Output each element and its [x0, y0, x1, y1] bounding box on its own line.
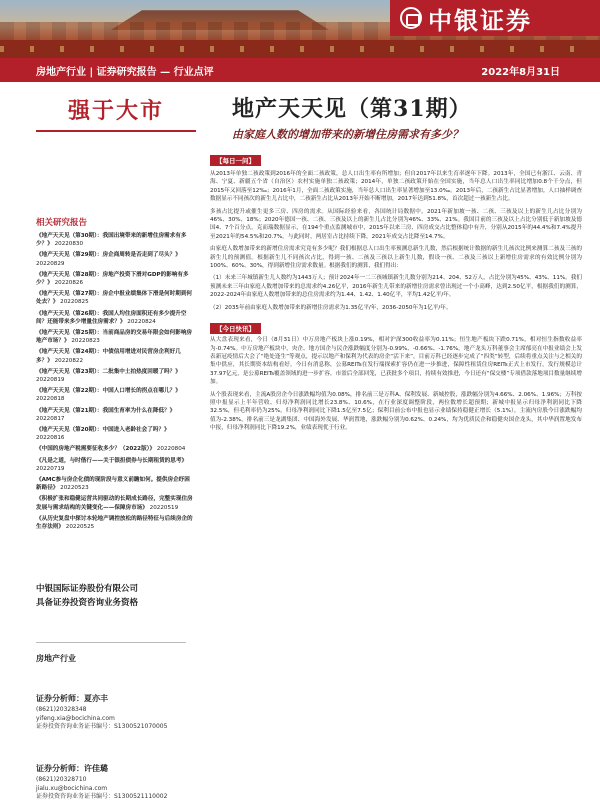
analyst-email[interactable]: jialu.xu@bocichina.com: [36, 784, 108, 792]
report-category-bar: [0, 58, 600, 82]
related-report-item[interactable]: [36, 407, 194, 423]
related-report-item[interactable]: [36, 310, 194, 326]
report-subtitle: 由家庭人数的增加带来的新增住房需求有多少？: [232, 128, 463, 141]
related-report-item[interactable]: [36, 329, 194, 345]
rating-label: 强于大市: [67, 98, 164, 124]
bank-logo-icon: [400, 7, 422, 29]
related-report-title: 《地产天天见（第22期）：中国人口增长的拐点在哪儿？》: [36, 388, 181, 395]
brand-name: 中银证券: [428, 5, 532, 35]
related-report-date: 20220719: [36, 465, 65, 472]
body-paragraph: 由家庭人数增加带来的新增住房需求究竟有多少呢？我们根据总人口出生率预测总新生儿数，然后根据统计数据的新生儿孩次比例来测算二孩及三孩的新生儿的预测值。根据新生儿不同孩次占比，得到一孩、二孩及三孩以上新生儿数，假设一孩、二孩及三孩以上新增住房需求的有效比例分别为100%、60%、30%，得到新增住房需求数量。根据我们的测算，我们得出：: [210, 246, 582, 270]
report-category: 房地产行业 | 证券研究报告 — 行业点评: [36, 66, 214, 78]
related-report-title: 《地产天天见（第28期）：房地产投资下滑对GDP的影响有多少？》: [36, 271, 189, 287]
analyst-phone: (8621)20328348: [36, 706, 87, 713]
related-report-item[interactable]: [36, 445, 194, 453]
related-report-item[interactable]: [36, 271, 194, 287]
body-paragraph: 多孩占比提升或催生更多三房、四房的需求。从国际经验来看，各国统计局数据中，2021年新加坡一孩、二孩、三孩及以上的新生儿占比分别为46%、30%、18%；2020年德国一孩、二孩、三孩及以上的新生儿占比分别为46%、33%、21%。我国目前的三孩及以上占比分别低于新加坡及德国4、7个百分点。克而瑞数据显示，在194个重点监测城市中，2015年以来三房、四房成交占比整体稳中有升，分别从2015年的44.4%和7.4%提升至2021年的54.5%和20.7%。与此同时，两居室占比持续下降，2021年成交占比降至14.7%。: [210, 208, 582, 240]
related-report-date: 20220826: [52, 280, 84, 287]
related-report-title: 《地产天天见（第24期）：中债信用增进对民营房企利好几多？》: [36, 349, 181, 364]
related-report-title: 《地产天天见（第30期）：我国出境带来的新增住房需求有多少？》: [36, 233, 187, 248]
related-report-date: 20220825: [58, 299, 89, 306]
related-report-date: 20220519: [147, 504, 179, 511]
company-qualification: 具备证券投资咨询业务资格: [36, 598, 139, 608]
related-report-title: 《地产天天见（第29期）：房企商周转是否走到了尽头？》: [36, 252, 181, 259]
related-report-date: 20220823: [69, 338, 100, 345]
wall-lights-graphic: [0, 46, 600, 52]
related-report-title: 《地产天天见（第26期）：我国人均住房面积还有多少提升空间？还能带来多少增量住房需求？》: [36, 310, 187, 325]
brand-logo: [390, 0, 600, 36]
company-name: 中银国际证券股份有限公司: [36, 584, 139, 594]
left-sidebar: [0, 82, 200, 800]
related-report-date: 20220525: [63, 524, 95, 531]
analyst-cert: 证券投资咨询业务证书编号：S1300521110002: [36, 793, 168, 800]
related-report-item[interactable]: [36, 495, 194, 511]
section-heading-daily-news: 【今日快讯】: [210, 323, 261, 334]
header-banner: [0, 0, 600, 58]
rating-box: [36, 94, 196, 132]
related-report-item[interactable]: [36, 426, 194, 442]
analyst-email[interactable]: yifeng.xia@bocichina.com: [36, 714, 115, 722]
related-report-date: 20220824: [125, 318, 156, 325]
analyst-name: 证券分析师：许佳璐: [36, 764, 108, 773]
related-report-date: 20220822: [52, 357, 84, 364]
related-report-title: 《中国的房地产税需要征收多少？（2022版）》: [36, 446, 156, 453]
related-report-title: 《地产天天见（第27期）：房企中报业绩集体下滑是何时期到何处去？》: [36, 291, 193, 306]
related-report-title: 《凡是之道，与时偕行——关于银担债券与长期租赁的思考》: [36, 457, 188, 464]
related-report-date: 20220816: [36, 435, 65, 442]
report-date: 2022年8月31日: [481, 66, 560, 78]
related-report-date: 20220829: [36, 260, 65, 267]
related-report-title: 《AMC参与房企化债的现阶段与意义前瞻如何。提供房企纾困新路径》: [36, 477, 190, 492]
related-reports-title: 相关研究报告: [36, 218, 88, 228]
related-report-item[interactable]: [36, 457, 194, 473]
related-report-item[interactable]: [36, 476, 194, 492]
related-report-date: 20220830: [52, 241, 84, 248]
analyst-cert: 证券投资咨询业务证书编号：S1300521070005: [36, 723, 168, 730]
section-heading-daily-question: 【每日一问】: [210, 155, 261, 166]
related-report-title: 《积极扩张和稳健运营共同驱动的长期成长路径，完整实现住房发展与需求结构的关键变化——保障房市场》: [36, 496, 193, 511]
related-report-date: 20220817: [36, 415, 65, 422]
analyst-name: 证券分析师：夏亦丰: [36, 694, 108, 703]
sector-label: 房地产行业: [36, 642, 186, 664]
related-report-item[interactable]: [36, 290, 194, 306]
related-report-item[interactable]: [36, 515, 194, 531]
report-body: [210, 148, 582, 437]
related-report-date: 20220819: [36, 377, 65, 384]
body-paragraph: 从2013年单独二孩政策到2016年的全面二孩政策，总人口出生率有所增加；但自2017年以来生育率逐年下降。2013年，全国已有浙江、云南、青海、宁夏、新疆五个省（自治区）农村实施单独二孩政策；2014年，单独二孩政策开始在全国实施，当年总人口出生率同比增加0.8个千分点，但2015年又回落至12‰；2016年1月，全面二孩政策实施，当年总人口出生率显著增加至13.0‰。2013年后，二孩新生占比显著增加。人口抽样调查数据显示不同孩次的新生儿占比中，二孩新生占比从2013年开始不断增加，2017年达到51.8%，首次超过一孩新生占比。: [210, 171, 582, 203]
related-report-date: 20220804: [155, 446, 186, 453]
analyst-card: [36, 762, 196, 802]
related-report-title: 《地产天天见（第20期）：中国进入老龄社会了吗？》: [36, 427, 170, 434]
company-info: [36, 582, 196, 610]
analyst-card: [36, 692, 196, 732]
related-report-date: 20220523: [58, 485, 89, 492]
body-paragraph: 从大盘表现来看，今日（8月31日）中万房地产板块上涨0.19%，相对沪深300收益率为0.11%；恒生地产板块下跌0.71%，相对恒生指数收益率为-0.74%。中万房地产板块中，央企、地方国企与民企涨跌幅度分别为-0.99%、-0.66%、-1.76%。地产龙头万科董事会主席郁亮在中报业绩会上发表新冠疫情后大会了“绝处逢生”等观点，提示以地产和保利为代表的房企“活下来”，目前万科已经逐步完成了“四类”转型，后续将重点关注与之相关的集中供应，其长期资本结构看好。今日有消息称，公募REITs在发行端探索扩容仍在进一步推进，保障性租赁住房REITs正式上市发行，发行规模总计37.97亿元，是公募REITs覆盖领域的进一步扩容，市盈后全部回笼，已获批多个项目，持续有效推进，今日还有“保交楼”专项借款落地项目数量继续增加。: [210, 337, 582, 386]
related-reports-list: [36, 232, 194, 534]
finding-paragraph: （2）2035年前由家庭人数增加带来的新增住房需求为1.35亿平/年，2036-2050年为1亿平/年。: [210, 304, 452, 311]
related-report-title: 《地产天天见（第21期）：我国生育率为什么在降低？》: [36, 407, 176, 414]
related-report-title: 《地产天天见（第25期）：当前商品房的交易年限会如何影响房地产市场？》: [36, 330, 193, 345]
related-report-title: 《地产天天见（第23期）：二批集中土拍热度回暖了吗？》: [36, 368, 181, 375]
analyst-phone: (8621)20328710: [36, 776, 87, 783]
report-title: 地产天天见（第31期）: [232, 96, 472, 122]
related-report-item[interactable]: [36, 251, 194, 267]
related-report-title: 《从历史复盘中探讨本轮地产调控放松的路径特征与后续房企的生存法则》: [36, 515, 193, 531]
related-report-item[interactable]: [36, 368, 194, 384]
related-report-item[interactable]: [36, 387, 194, 403]
related-report-date: 20220818: [36, 396, 65, 403]
body-paragraph: 从个股表现来看，主流A股房企今日涨跌幅均值为0.08%，排名前三是万科A、保利发展、新城控股，涨跌幅分别为4.66%、2.06%、1.96%；万科按照中报显示上半年营收、归母净利润同比增长23.8%、10.6%，在行业深度调整阶段，两位数增长超预期；新城中报显示归母净利润同比下降32.5%，但毛利率仍为25%，归母净利润同比下降1.5亿至7.5亿；保利目前公布中报也显示业绩保持稳健正增长（5.1%），主流内房股今日涨跌幅均值为-2.38%，排名前三是龙湖集团、中国海外发展、华润置地，涨跌幅分别为0.62%、0.24%，均为优质民企和稳健央国企龙头，其中华润置地发布中报，归母净利润同比下降19.2%，业绩表现优于行业。: [210, 391, 582, 432]
related-report-item[interactable]: [36, 348, 194, 364]
finding-paragraph: （1）未来三年城镇新生儿人数约为1443万人；预计2024年一二三孩城镇新生儿数分别为214、204、52万人，占比分别为45%、43%、11%。我们预测未来三年由家庭人数增加带来的总需求约4.26亿平，2016年新生儿带来的新增住房需求曾出现过一个小高峰，达到2.50亿平，根据我们的测算，2022-2024年由家庭人数增加带来的总住房需求约为1.44、1.42、1.40亿平，平均1.42亿平/年。: [210, 275, 582, 299]
related-report-item[interactable]: [36, 232, 194, 248]
